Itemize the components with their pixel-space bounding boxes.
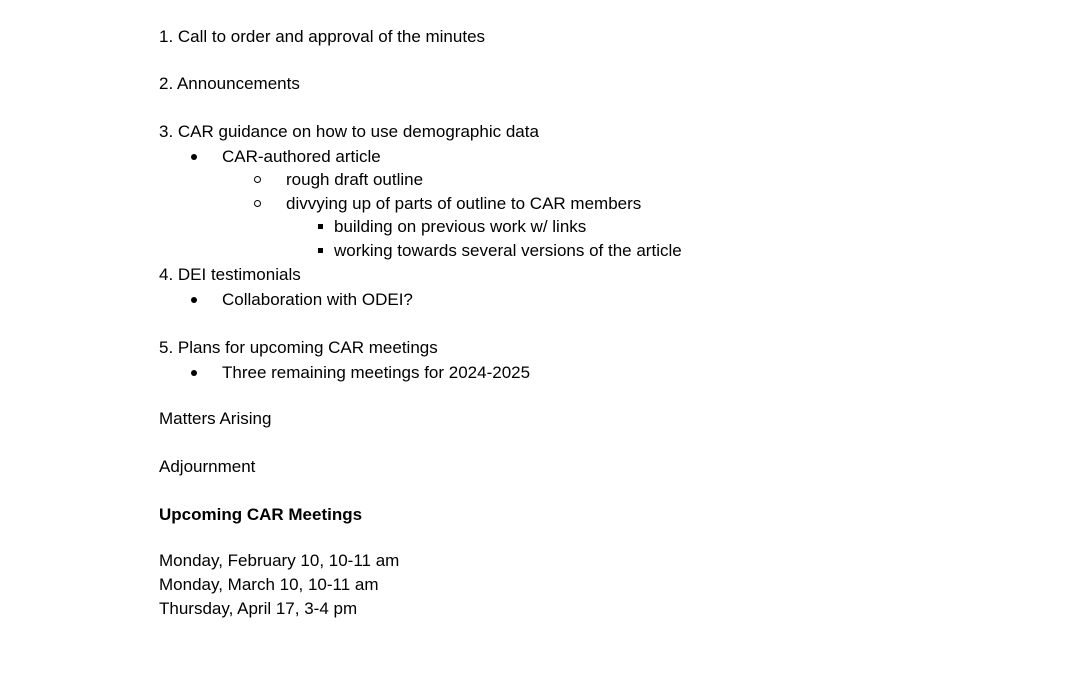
- agenda-item-1: 1. Call to order and approval of the minutes: [159, 27, 486, 46]
- circle-bullet-icon: [254, 200, 261, 207]
- agenda-item-3-sub-1b-ii: working towards several versions of the article: [334, 241, 682, 260]
- circle-bullet-icon: [254, 176, 261, 183]
- disc-bullet-icon: [191, 297, 197, 303]
- square-bullet-icon: [318, 248, 323, 253]
- agenda-item-2: 2. Announcements: [159, 74, 300, 93]
- agenda-item-3-sub-1b-i: building on previous work w/ links: [334, 217, 587, 236]
- agenda-item-3-sub-1: CAR-authored article: [222, 147, 381, 166]
- disc-bullet-icon: [191, 154, 197, 160]
- matters-arising: Matters Arising: [159, 409, 272, 428]
- disc-bullet-icon: [191, 370, 197, 376]
- agenda-item-3-sub-1b: divvying up of parts of outline to CAR members: [286, 194, 642, 213]
- agenda-item-4: 4. DEI testimonials: [159, 265, 301, 284]
- agenda-item-3-sub-1a: rough draft outline: [286, 170, 424, 189]
- agenda-item-5: 5. Plans for upcoming CAR meetings: [159, 338, 438, 357]
- square-bullet-icon: [318, 224, 323, 229]
- agenda-item-3: 3. CAR guidance on how to use demographic data: [159, 122, 539, 141]
- meeting-date: Monday, March 10, 10-11 am: [159, 575, 379, 594]
- meeting-date: Monday, February 10, 10-11 am: [159, 551, 400, 570]
- upcoming-meetings-heading: Upcoming CAR Meetings: [159, 505, 363, 524]
- adjournment: Adjournment: [159, 457, 256, 476]
- meeting-date: Thursday, April 17, 3-4 pm: [159, 599, 358, 618]
- agenda-item-5-sub-1: Three remaining meetings for 2024-2025: [222, 363, 531, 382]
- agenda-item-4-sub-1: Collaboration with ODEI?: [222, 290, 413, 309]
